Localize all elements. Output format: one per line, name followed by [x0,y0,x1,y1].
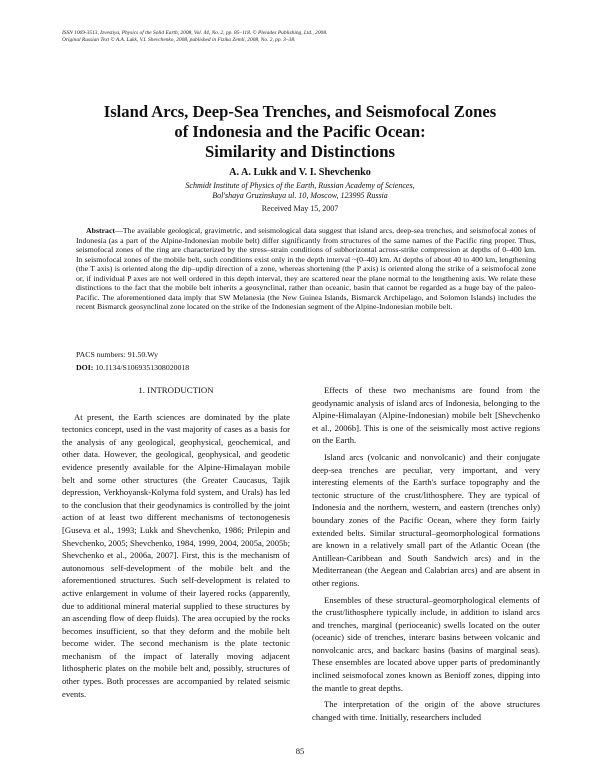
authors: A. A. Lukk and V. I. Shevchenko [229,167,371,178]
received-date: Received May 15, 2007 [261,204,339,213]
affiliation-line-2: Bol'shaya Gruzinskaya ul. 10, Moscow, 123995 Russia [212,191,388,201]
title-line-2: of Indonesia and the Pacific Ocean: [174,122,426,141]
header-line-2: Original Russian Text © A.A. Lukk, V.I. Shevchenko, 2008, published in Fizika Zemli, 2008, No. 2, pp. 3–38. [62,37,296,44]
title-line-3: Similarity and Distinctions [205,142,395,161]
body-paragraph: Island arcs (volcanic and nonvolcanic) and their conjugate deep-sea trenches are peculiar, very important, and very interesting elements of the Earth's surface topography and the tectonic structure of the crust/lithosphere. They are typical of Indonesia and the northern, western, and eastern (trenches only) boundary zones of the Pacific Ocean, where they form fairly extended belts. Similar structural–geomorphological formations are known in a relatively small part of the Atlantic Ocean (the Antillean-Caribbean and South Sandwich arcs) and in the Mediterranean (the Aegean and Calabrian arcs) and are absent in other regions. [312,451,540,588]
body-paragraph: Effects of these two mechanisms are found from the geodynamic analysis of island arcs of Indonesia, belonging to the Alpine-Himalayan (Alpine-Indonesian) mobile belt [Shevchenko et al., 2006b]. This is one of the seismically most active regions on the Earth. [312,385,540,446]
affiliation [100,181,500,202]
section-heading: 1. INTRODUCTION [138,385,214,395]
title-line-1: Island Arcs, Deep-Sea Trenches, and Seismofocal Zones [103,102,497,121]
body-paragraph: Ensembles of these structural–geomorphological elements of the crust/lithosphere typically include, in addition to island arcs and trenches, marginal (perioceanic) swells located on the outer (oceanic) side of trenches, interarc basins between volcanic and nonvolcanic arcs, and backarc basins (basins of marginal seas). These ensembles are located above upper parts of predominantly inclined seismofocal zones known as Benioff zones, dipping into the mantle to great depths. [312,594,540,693]
header-line-1: ISSN 1069-3513, Izvestiya, Physics of the Solid Earth, 2008, Vol. 44, No. 2, pp. 85–118. © Pleiades Publishing, Ltd., 2008. [62,30,328,36]
pacs-numbers: PACS numbers: 91.50.Wy [76,350,158,359]
body-paragraph: The interpretation of the origin of the above structures changed with time. Initially, researchers included [312,699,540,722]
abstract [76,226,536,312]
left-column [62,384,290,700]
article-title [40,102,560,162]
doi-label: DOI: [76,363,94,372]
doi [76,363,536,372]
body-paragraph: At present, the Earth sciences are dominated by the plate tectonics concept, used in the vast majority of cases as a basis for the analysis of any geological, geophysical, geochemical, and other data. However, the geological, geophysical, and geodetic evidence presently available for the Alpine-Himalayan mobile belt and some other structures (the Greater Caucasus, Tajik depression, Verkhoyansk-Kolyma fold system, and Urals) has led to the conclusion that their geodynamics is controlled by the joint action of at least two different mechanisms of tectonogenesis [Guseva et al., 1993; Lukk and Shevchenko, 1986; Prilepin and Shevchenko, 2005; Shevchenko, 1984, 1999, 2004, 2005a, 2005b; Shevchenko et al., 2006a, 2007]. First, this is the mechanism of autonomous self-development of the mobile belt and the aforementioned structures. Such self-development is related to active enlargement in volume of their layered rocks (apparently, due to additional mineral material supplied to these structures by an ascending flow of deep fluids). The area occupied by the rocks becomes insufficient, so that they deform and the mobile belt become wider. The second mechanism is the plate tectonic mechanism of the impact of laterally moving adjacent lithospheric plates on the mobile belt and, possibly, structures of other types. Both processes are accompanied by related seismic events. [62,411,290,699]
abstract-label: Abstract [86,226,116,235]
doi-value: 10.1134/S1069351308020018 [95,363,190,372]
affiliation-line-1: Schmidt Institute of Physics of the Earth, Russian Academy of Sciences, [185,181,415,190]
abstract-text: —The available geological, gravimetric, and seismological data suggest that island arcs, deep-sea trenches, and seismofocal zones of Indonesia (as a part of the Alpine-Indonesian mobile belt) differ significantly from structures of the same names of the Pacific ring proper. Thus, seismofocal zones of the ring are characterized by the stress–strain conditions of subhorizontal across-strike compression at depths of 0–400 km. In seismofocal zones of the mobile belt, such conditions exist only in the depth interval ~(0–40) km. At depths of about 40 to 400 km, lengthening (the T axis) is oriented along the dip–updip direction of a zone, whereas shortening (the P axis) is oriented along the strike of a seismofocal zone or, if individual P axes are not well ordered in this depth interval, they are scattered near the plane normal to the lengthening axis. We relate these distinctions to the fact that the mobile belt inherits a geosynclinal, rather than oceanic, basin that cannot be regarded as a huge bay of the paleo-Pacific. The aforementioned data imply that SW Melanesia (the New Guinea Islands, Bismarck Archipelago, and Solomon Islands) includes the recent Bismarck geosynclinal zone located on the strike of the Indonesian segment of the Alpine-Indonesian mobile belt. [76,226,536,311]
journal-header [62,30,542,45]
page-number: 85 [295,746,305,756]
right-column [312,384,540,723]
